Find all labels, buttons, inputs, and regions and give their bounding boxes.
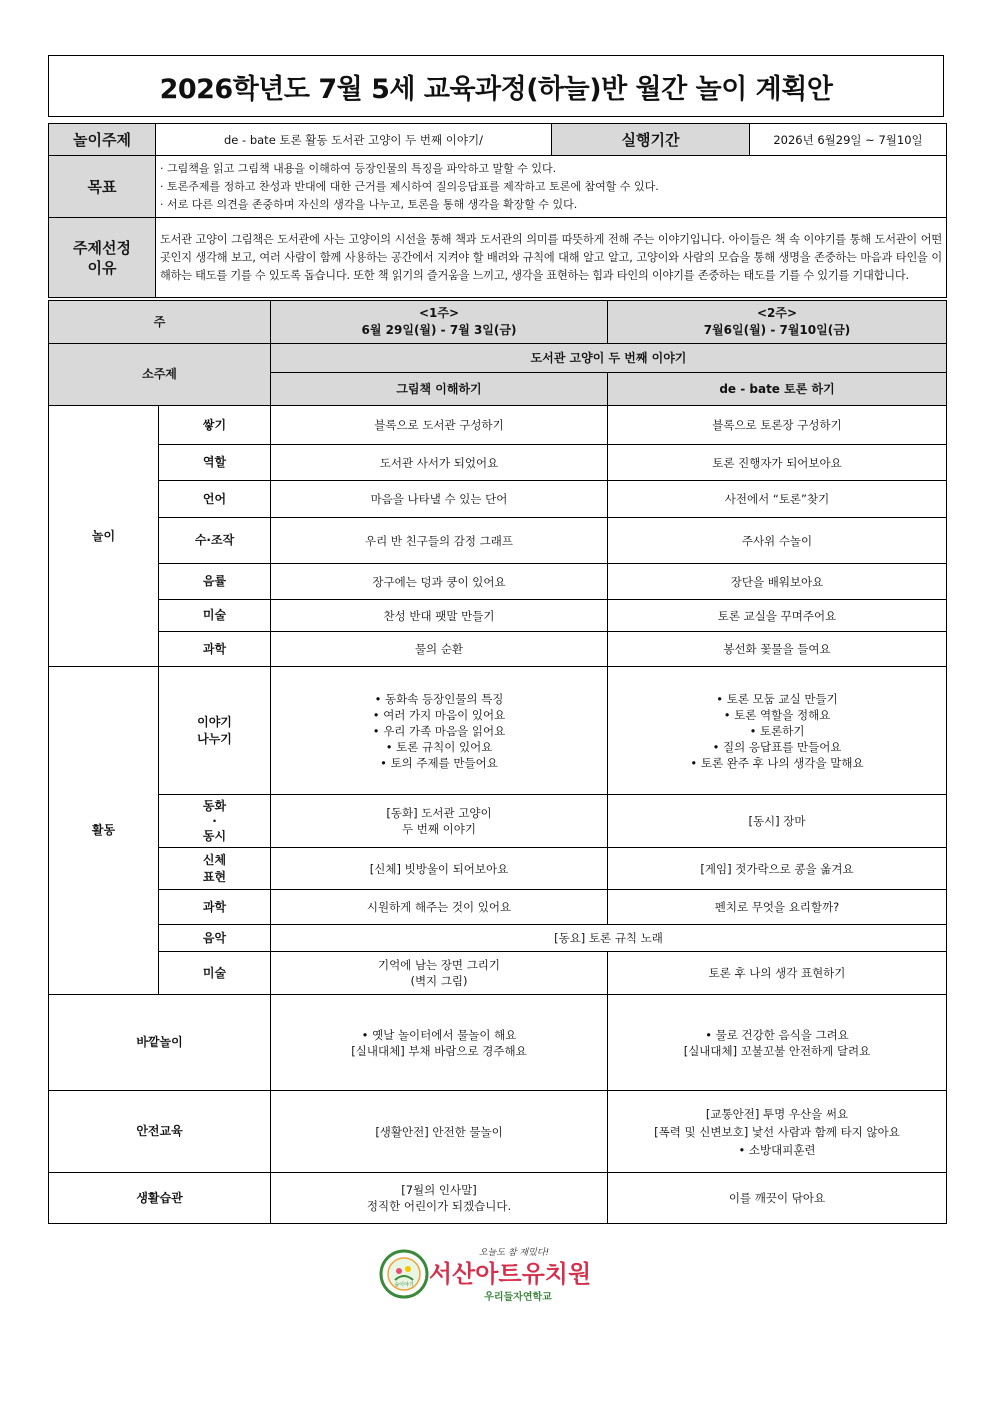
goal-item: · 서로 다른 의견을 존중하며 자신의 생각을 나누고, 토론을 통해 생각을 확장할 수 있다. <box>160 197 578 211</box>
body-label-line: 신체 <box>202 852 227 867</box>
list-item: • 여러 가지 마음이 있어요 <box>372 707 506 722</box>
habit-week2: 이를 깨끗이 닦아요 <box>608 1173 947 1224</box>
play-area-label: 수·조작 <box>159 518 271 564</box>
week2-dates: 7월6일(월) - 7월10일(금) <box>703 323 851 337</box>
period-value: 2026년 6월29일 ~ 7월10일 <box>750 124 947 156</box>
body-week1: [신체] 빗방울이 되어보아요 <box>271 848 608 890</box>
body-week2: [게임] 젓가락으로 콩을 옮겨요 <box>608 848 947 890</box>
body-label-line: 표현 <box>202 869 227 884</box>
emblem-text: 숲이야기 <box>394 1282 414 1288</box>
art-week1 <box>271 952 608 995</box>
week2-title: <2주> <box>756 306 798 320</box>
goal-item: · 토론주제를 정하고 찬성과 반대에 대한 근거를 제시하여 질의응답표를 제작하고 토론에 참여할 수 있다. <box>160 179 659 193</box>
kindergarten-logo <box>378 1240 603 1308</box>
science-week1: 시원하게 해주는 것이 있어요 <box>271 890 608 925</box>
habit-label: 생활습관 <box>49 1173 271 1224</box>
subtopic-week2: de - bate 토론 하기 <box>608 373 947 406</box>
week1-header <box>271 301 608 344</box>
play-week1: 찬성 반대 팻말 만들기 <box>271 600 608 632</box>
story-label-line: 이야기 <box>197 714 232 729</box>
science-week2: 펜치로 무엇을 요리할까? <box>608 890 947 925</box>
play-area-label: 미술 <box>159 600 271 632</box>
safety-week1: [생활안전] 안전한 물놀이 <box>271 1091 608 1173</box>
info-table <box>48 123 947 298</box>
list-item: • 토론 규칙이 있어요 <box>385 739 493 754</box>
play-area-label: 역할 <box>159 445 271 481</box>
music-label: 음악 <box>159 925 271 952</box>
safety-week2 <box>608 1091 947 1173</box>
play-week1: 물의 순환 <box>271 632 608 667</box>
week-label: 주 <box>49 301 271 344</box>
reason-label-line: 이유 <box>87 258 117 277</box>
list-item: [실내대체] 꼬불꼬불 안전하게 달려요 <box>683 1043 871 1058</box>
list-item: [교통안전] 투명 우산을 써요 <box>705 1106 849 1121</box>
story-week1 <box>271 667 608 795</box>
reason-text: 도서관 고양이 그림책은 도서관에 사는 고양이의 시선을 통해 책과 도서관의 의미를 따뜻하게 전해 주는 이야기입니다. 아이들은 책 속 이야기를 통해 도서관이 어떤 곳인지 생각해 보고, 여러 사람이 함께 사용하는 공간에서 지켜야 할 배려와 규칙에 대해 알고 알고, 고양이와 사람의 모습을 통해 생명을 존중하는 마음과 타인을 이해하는 태도를 기를 수 있도록 돕습니다. 또한 책 읽기의 즐거움을 느끼고, 생각을 표현하는 힘과 타인의 이야기를 존중하는 태도를 기를 수 있기를 기대합니다. <box>156 218 947 298</box>
art-week1-line: (벽지 그림) <box>410 974 468 988</box>
science-label: 과학 <box>159 890 271 925</box>
logo-name: 서산아트유치원 <box>428 1260 592 1288</box>
list-item: • 우리 가족 마음을 읽어요 <box>372 723 506 738</box>
tale-label-line: · <box>212 813 217 828</box>
list-item: [폭력 및 신변보호] 낯선 사람과 함께 타지 않아요 <box>654 1124 900 1139</box>
art-week1-line: 기억에 남는 장면 그리기 <box>377 958 501 972</box>
story-label <box>159 667 271 795</box>
outdoor-week1 <box>271 995 608 1091</box>
list-item: • 소방대피훈련 <box>738 1142 816 1157</box>
list-item: [실내대체] 부채 바람으로 경주해요 <box>351 1043 527 1058</box>
safety-label: 안전교육 <box>49 1091 271 1173</box>
art-week2: 토론 후 나의 생각 표현하기 <box>608 952 947 995</box>
outdoor-label: 바깥놀이 <box>49 995 271 1091</box>
music-both-weeks: [동요] 토론 규칙 노래 <box>271 925 947 952</box>
list-item: • 토론 역할을 정해요 <box>723 707 831 722</box>
list-item: • 옛날 놀이터에서 물놀이 해요 <box>361 1027 517 1042</box>
week1-title: <1주> <box>418 306 460 320</box>
week1-dates: 6월 29일(월) - 7월 3일(금) <box>361 323 517 337</box>
list-item: 정직한 어린이가 되겠습니다. <box>366 1199 512 1213</box>
subtopic-main: 도서관 고양이 두 번째 이야기 <box>271 344 947 373</box>
tale-week2: [동시] 장마 <box>608 795 947 848</box>
play-area-label: 쌓기 <box>159 406 271 445</box>
activity-label: 활동 <box>49 667 159 995</box>
play-week2: 장단을 배워보아요 <box>608 564 947 600</box>
emblem-icon <box>381 1251 427 1297</box>
reason-label <box>49 218 156 298</box>
goal-item: · 그림책을 읽고 그림책 내용을 이해하여 등장인물의 특징을 파악하고 말할 수 있다. <box>160 161 557 175</box>
art-label: 미술 <box>159 952 271 995</box>
play-area-label: 과학 <box>159 632 271 667</box>
goal-list <box>156 156 947 218</box>
subtopic-label: 소주제 <box>49 344 271 406</box>
play-week1: 마음을 나타낼 수 있는 단어 <box>271 481 608 518</box>
logo-subtitle: 우리들자연학교 <box>484 1292 552 1303</box>
play-area-label: 언어 <box>159 481 271 518</box>
logo-slogan: 오늘도 참 재밌다! <box>478 1248 550 1258</box>
play-week1: 도서관 사서가 되었어요 <box>271 445 608 481</box>
list-item: • 동화속 등장인물의 특징 <box>374 691 504 706</box>
tale-week1-line: 두 번째 이야기 <box>402 822 476 836</box>
plan-table <box>48 300 947 1224</box>
theme-value: de - bate 토론 활동 도서관 고양이 두 번째 이야기/ <box>156 124 552 156</box>
list-item: • 토론 완주 후 나의 생각을 말해요 <box>690 755 864 770</box>
list-item: [7월의 인사말] <box>401 1183 477 1197</box>
play-week1: 장구에는 덩과 쿵이 있어요 <box>271 564 608 600</box>
story-week2 <box>608 667 947 795</box>
list-item: • 질의 응답표를 만들어요 <box>712 739 842 754</box>
play-week1: 우리 반 친구들의 감정 그래프 <box>271 518 608 564</box>
theme-label: 놀이주제 <box>49 124 156 156</box>
body-label <box>159 848 271 890</box>
outdoor-week2 <box>608 995 947 1091</box>
play-week2: 토론 교실을 꾸며주어요 <box>608 600 947 632</box>
subtopic-week1: 그림책 이해하기 <box>271 373 608 406</box>
tale-label-line: 동화 <box>202 798 227 813</box>
play-week2: 토론 진행자가 되어보아요 <box>608 445 947 481</box>
tale-week1 <box>271 795 608 848</box>
page-title: 2026학년도 7월 5세 교육과정(하늘)반 월간 놀이 계획안 <box>48 55 944 117</box>
list-item: • 토론 모둠 교실 만들기 <box>716 691 838 706</box>
week2-header <box>608 301 947 344</box>
period-label: 실행기간 <box>552 124 750 156</box>
goal-label: 목표 <box>49 156 156 218</box>
play-area-label: 음률 <box>159 564 271 600</box>
tale-label-line: 동시 <box>202 828 227 843</box>
tale-week1-line: [동화] 도서관 고양이 <box>386 806 492 820</box>
list-item: • 토의 주제를 만들어요 <box>380 755 498 770</box>
play-week2: 봉선화 꽃물을 들여요 <box>608 632 947 667</box>
habit-week1 <box>271 1173 608 1224</box>
play-week2: 블록으로 토론장 구성하기 <box>608 406 947 445</box>
play-week2: 주사위 수놀이 <box>608 518 947 564</box>
list-item: • 물로 건강한 음식을 그려요 <box>705 1027 849 1042</box>
story-label-line: 나누기 <box>197 731 232 746</box>
list-item: • 토론하기 <box>749 723 805 738</box>
play-label: 놀이 <box>49 406 159 667</box>
play-week1: 블록으로 도서관 구성하기 <box>271 406 608 445</box>
tale-label <box>159 795 271 848</box>
reason-label-line: 주제선정 <box>73 238 131 257</box>
play-week2: 사전에서 “토론”찾기 <box>608 481 947 518</box>
